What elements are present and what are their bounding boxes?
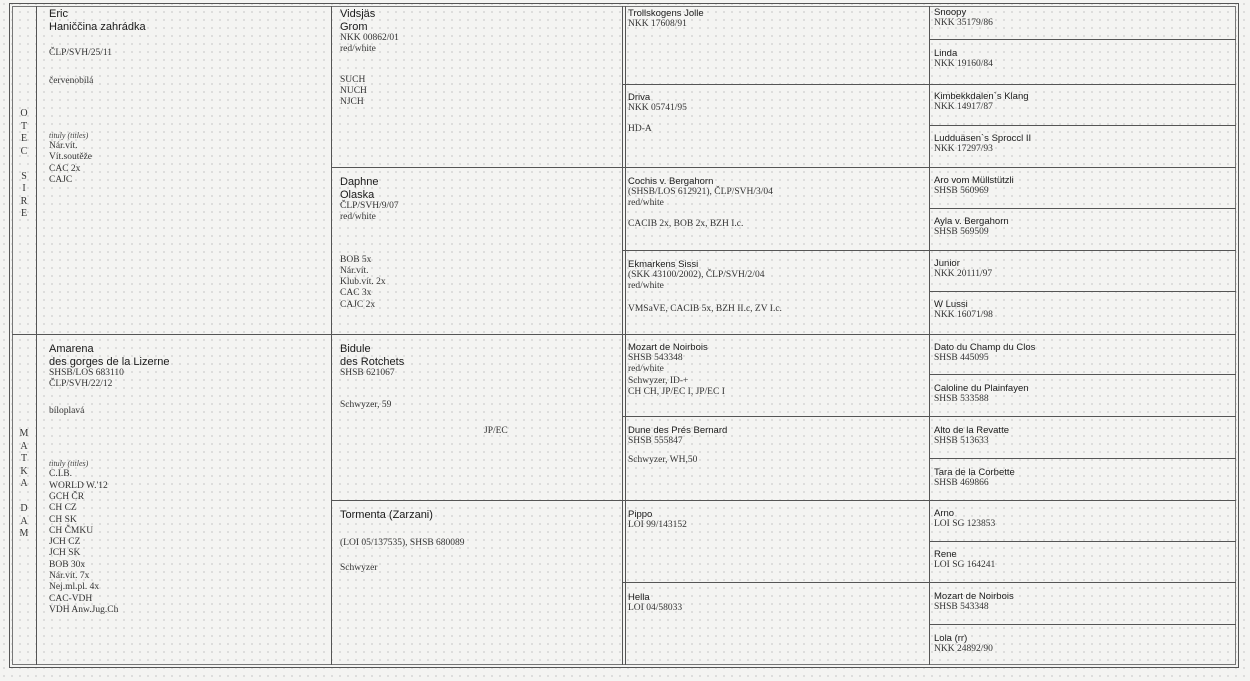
row-divider	[929, 125, 1236, 126]
great-grandparent-registration: SHSB 555847	[628, 436, 683, 446]
great-grandparent-color: red/white	[628, 281, 664, 292]
ancestor-registration: NKK 17297/93	[934, 144, 993, 154]
column-divider	[625, 6, 626, 665]
ancestor-registration: NKK 14917/87	[934, 102, 993, 112]
grandparent-name: Daphne	[340, 176, 379, 188]
great-grandparent-registration: NKK 17608/91	[628, 19, 687, 29]
row-divider	[929, 208, 1236, 209]
ancestor-cell	[934, 258, 992, 280]
grandparent-title: SUCH	[340, 74, 366, 85]
ancestor-cell	[934, 467, 1015, 489]
dam-registration: SHSB/LOS 683110	[49, 368, 124, 378]
great-grandparent-registration: (SKK 43100/2002), ČLP/SVH/2/04	[628, 270, 765, 280]
great-grandparent-breed-info: Schwyzer, ID-+	[628, 375, 689, 386]
row-divider	[331, 167, 1236, 168]
dam-title: Nár.vít. 7x	[49, 571, 90, 582]
ancestor-name: Ludduäsen`s Sproccl II	[934, 133, 1032, 144]
ancestor-name: Linda	[934, 48, 958, 59]
sire-title: CAC 2x	[49, 163, 81, 174]
sire-color: červenobílá	[49, 76, 94, 87]
ancestor-name: Mozart de Noirbois	[934, 591, 1014, 602]
dam-title: GCH ČR	[49, 491, 85, 502]
great-grandparent-registration: LOI 04/58033	[628, 603, 683, 613]
row-divider	[331, 500, 1236, 501]
ancestor-registration: NKK 16071/98	[934, 310, 993, 320]
ancestor-cell	[934, 299, 993, 321]
grandparent-cell-dam-dam	[340, 509, 618, 574]
ancestor-registration: SHSB 469866	[934, 478, 989, 488]
ancestor-registration: NKK 24892/90	[934, 644, 993, 654]
grandparent-title: BOB 5x	[340, 254, 372, 265]
grandparent-title: CAJC 2x	[340, 299, 376, 310]
sire-name: Eric	[49, 8, 68, 20]
great-grandparent-cell	[628, 259, 923, 315]
ancestor-cell	[934, 91, 1029, 113]
ancestor-registration: NKK 20111/97	[934, 269, 993, 279]
great-grandparent-name: Trollskogens Jolle	[628, 8, 704, 19]
ancestor-name: W Lussi	[934, 299, 968, 310]
grandparent-title: CAC 3x	[340, 288, 372, 299]
ancestor-registration: LOI SG 164241	[934, 560, 996, 570]
great-grandparent-name: Mozart de Noirbois	[628, 342, 708, 353]
grandparent-name: Bidule	[340, 343, 371, 355]
dam-title: Nej.ml.pl. 4x	[49, 582, 100, 593]
dam-title: JCH SK	[49, 548, 81, 559]
great-grandparent-cell	[628, 509, 923, 531]
great-grandparent-registration: (SHSB/LOS 612921), ČLP/SVH/3/04	[628, 187, 773, 197]
row-divider	[929, 39, 1236, 40]
grandparent-registration: SHSB 621067	[340, 368, 395, 378]
sire-title: CAJC	[49, 174, 73, 185]
great-grandparent-cell	[628, 92, 923, 136]
dam-cell	[49, 343, 324, 616]
sire-registration: ČLP/SVH/25/11	[49, 48, 112, 58]
great-grandparent-cell	[628, 176, 923, 230]
ancestor-cell	[934, 133, 1031, 155]
great-grandparent-name: Dune des Prés Bernard	[628, 425, 728, 436]
sire-title: Vít.soutěže	[49, 152, 93, 163]
great-grandparent-name: Ekmarkens Sissi	[628, 259, 699, 270]
ancestor-registration: NKK 19160/84	[934, 59, 993, 69]
ancestor-registration: SHSB 513633	[934, 436, 989, 446]
ancestor-registration: SHSB 533588	[934, 394, 989, 404]
dam-title: JCH CZ	[49, 537, 81, 548]
row-divider	[929, 374, 1236, 375]
dam-title: CH ČMKU	[49, 525, 94, 536]
sire-titles-label: tituly (titles)	[49, 130, 89, 140]
grandparent-kennel: Grom	[340, 20, 368, 33]
great-grandparent-color: red/white	[628, 198, 664, 209]
ancestor-registration: SHSB 445095	[934, 353, 989, 363]
dam-title: CH CZ	[49, 503, 77, 514]
row-divider	[929, 291, 1236, 292]
ancestor-registration: LOI SG 123853	[934, 519, 996, 529]
ancestor-cell	[934, 7, 993, 29]
ancestor-name: Alto de la Revatte	[934, 425, 1009, 436]
ancestor-cell	[934, 549, 995, 571]
ancestor-registration: SHSB 560969	[934, 186, 989, 196]
ancestor-name: Kimbekkdalen`s Klang	[934, 91, 1029, 102]
ancestor-name: Tara de la Corbette	[934, 467, 1015, 478]
great-grandparent-health: HD-A	[628, 124, 652, 135]
ancestor-name: Rene	[934, 549, 957, 560]
ancestor-registration: SHSB 543348	[934, 602, 989, 612]
ancestor-name: Lola (rr)	[934, 633, 968, 644]
side-label-sire: O T E C S I R E	[20, 108, 28, 219]
great-grandparent-name: Driva	[628, 92, 651, 103]
great-grandparent-titles: CACIB 2x, BOB 2x, BZH I.c.	[628, 218, 744, 229]
ancestor-cell	[934, 216, 1009, 238]
grandparent-name: Tormenta (Zarzani)	[340, 509, 433, 521]
dam-color: bíloplavá	[49, 405, 85, 416]
ancestor-name: Caloline du Plainfayen	[934, 383, 1029, 394]
ancestor-name: Dato du Champ du Clos	[934, 342, 1036, 353]
grandparent-breed-info: Schwyzer	[340, 562, 378, 573]
great-grandparent-cell	[628, 8, 923, 30]
grandparent-cell-sire-sire	[340, 8, 618, 108]
row-divider	[622, 84, 1236, 85]
great-grandparent-breed-info: Schwyzer, WH,50	[628, 455, 698, 466]
ancestor-cell	[934, 508, 995, 530]
grandparent-side-note: JP/EC	[484, 426, 508, 436]
dam-kennel: des gorges de la Lizerne	[49, 355, 170, 368]
great-grandparent-name: Pippo	[628, 509, 653, 520]
ancestor-cell	[934, 425, 1009, 447]
ancestor-cell	[934, 383, 1029, 405]
row-divider	[929, 458, 1236, 459]
column-divider	[622, 6, 623, 665]
ancestor-cell	[934, 591, 1014, 613]
grandparent-registration: NKK 00862/01	[340, 33, 399, 43]
dam-title: CH SK	[49, 514, 77, 525]
dam-title: CAC-VDH	[49, 593, 93, 604]
grandparent-registration: (LOI 05/137535), SHSB 680089	[340, 537, 465, 548]
great-grandparent-registration: SHSB 543348	[628, 353, 683, 363]
ancestor-name: Junior	[934, 258, 960, 269]
grandparent-registration: ČLP/SVH/9/07	[340, 201, 399, 211]
ancestor-name: Snoopy	[934, 7, 967, 18]
dam-title: VDH Anw.Jug.Ch	[49, 604, 119, 615]
ancestor-registration: NKK 35179/86	[934, 18, 993, 28]
grandparent-name: Vidsjäs	[340, 8, 376, 20]
great-grandparent-cell	[628, 425, 923, 467]
dam-name: Amarena	[49, 343, 94, 355]
great-grandparent-titles: VMSaVE, CACIB 5x, BZH II.c, ZV I.c.	[628, 303, 782, 314]
dam-title: BOB 30x	[49, 559, 86, 570]
great-grandparent-registration: LOI 99/143152	[628, 520, 687, 530]
grandparent-title: Nár.vít.	[340, 265, 369, 276]
ancestor-cell	[934, 342, 1035, 364]
grandparent-breed-info: Schwyzer, 59	[340, 400, 392, 411]
side-label-dam: M A T K A D A M	[19, 428, 29, 539]
ancestor-cell	[934, 48, 993, 70]
ancestor-cell	[934, 633, 993, 655]
sire-title: Nár.vít.	[49, 141, 78, 152]
grandparent-title: NUCH	[340, 85, 367, 96]
grandparent-kennel: Olaska	[340, 188, 375, 201]
grandparent-title: NJCH	[340, 97, 364, 108]
grandparent-cell-dam-sire	[340, 343, 618, 412]
ancestor-name: Aro vom Müllstützli	[934, 175, 1014, 186]
ancestor-cell	[934, 175, 1014, 197]
row-divider	[929, 541, 1236, 542]
great-grandparent-name: Cochis v. Bergahorn	[628, 176, 714, 187]
great-grandparent-name: Hella	[628, 592, 650, 603]
great-grandparent-titles: CH CH, JP/EC I, JP/EC I	[628, 386, 725, 397]
dam-title: C.I.B.	[49, 469, 72, 480]
sire-dam-divider	[12, 334, 1236, 335]
sire-kennel: Haniččina zahrádka	[49, 20, 146, 33]
row-divider	[622, 250, 1236, 251]
ancestor-name: Ayla v. Bergahorn	[934, 216, 1009, 227]
ancestor-name: Arno	[934, 508, 955, 519]
column-divider	[929, 6, 930, 665]
great-grandparent-cell	[628, 592, 923, 614]
dam-title: WORLD W.'12	[49, 480, 108, 491]
dam-registration: ČLP/SVH/22/12	[49, 379, 113, 390]
great-grandparent-registration: NKK 05741/95	[628, 103, 687, 113]
row-divider	[622, 582, 1236, 583]
grandparent-title: Klub.vít. 2x	[340, 277, 386, 288]
sire-cell	[49, 8, 324, 186]
great-grandparent-color: red/white	[628, 364, 664, 375]
grandparent-color: red/white	[340, 44, 376, 55]
column-divider	[331, 6, 332, 665]
grandparent-kennel: des Rotchets	[340, 355, 405, 368]
great-grandparent-cell	[628, 342, 923, 398]
ancestor-registration: SHSB 569509	[934, 227, 989, 237]
column-divider	[36, 6, 37, 665]
grandparent-cell-sire-dam	[340, 176, 618, 311]
row-divider	[622, 416, 1236, 417]
grandparent-color: red/white	[340, 212, 376, 223]
row-divider	[929, 624, 1236, 625]
dam-titles-label: tituly (titles)	[49, 458, 89, 468]
